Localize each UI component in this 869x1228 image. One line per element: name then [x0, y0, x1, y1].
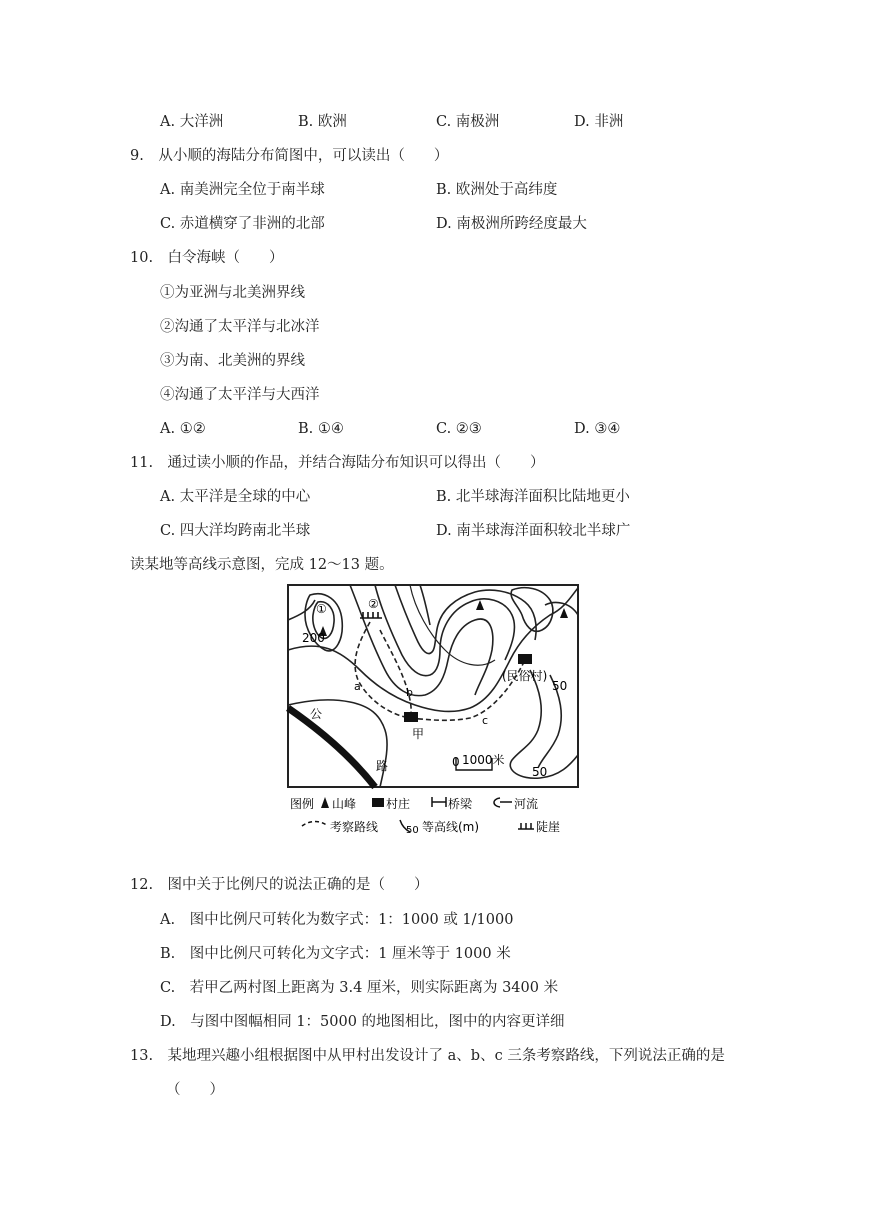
q10-option-b[interactable]: B. ①④ [298, 421, 344, 437]
q8-option-b[interactable]: B. 欧洲 [298, 114, 347, 130]
q10-statement-1: ①为亚洲与北美洲界线 [160, 285, 305, 301]
q12-option-c[interactable]: C. 若甲乙两村图上距离为 3.4 厘米，则实际距离为 3400 米 [160, 980, 559, 996]
q8-option-c[interactable]: C. 南极洲 [436, 114, 500, 130]
legend-contour-value: 50 [406, 825, 419, 836]
point-2-label: ② [368, 597, 379, 611]
road-label: 公 [310, 707, 323, 721]
q12-option-b[interactable]: B. 图中比例尺可转化为文字式：1 厘米等于 1000 米 [160, 946, 511, 962]
q9-stem: 9. 从小顺的海陆分布简图中，可以读出（ ） [130, 148, 449, 164]
village-jia-icon [404, 712, 418, 722]
q8-option-d[interactable]: D. 非洲 [574, 114, 624, 130]
legend-title: 图例 [290, 797, 315, 811]
village-yi-label: (民俗村) [502, 669, 548, 683]
legend-bridge: 桥梁 [448, 797, 473, 811]
village-yi-icon [518, 654, 532, 664]
route-b-label: b [406, 686, 413, 699]
q9-option-c[interactable]: C. 赤道横穿了非洲的北部 [160, 216, 325, 232]
q11-stem: 11. 通过读小顺的作品，并结合海陆分布知识可以得出（ ） [130, 455, 545, 471]
q8-option-a[interactable]: A. 大洋洲 [160, 114, 224, 130]
legend-peak-icon [321, 797, 329, 808]
legend-bridge-icon [432, 797, 446, 807]
q10-statement-2: ②沟通了太平洋与北冰洋 [160, 319, 320, 335]
route-c-label: c [482, 714, 489, 727]
scale-zero: 0 [452, 755, 460, 769]
legend-contour: 等高线(m) [422, 820, 480, 834]
q10-stem: 10. 白令海峡（ ） [130, 250, 284, 266]
q9-option-b[interactable]: B. 欧洲处于高纬度 [436, 182, 558, 198]
q10-option-d[interactable]: D. ③④ [574, 421, 621, 437]
q10-statement-4: ④沟通了太平洋与大西洋 [160, 387, 320, 403]
q9-option-a[interactable]: A. 南美洲完全位于南半球 [160, 182, 325, 198]
q10-option-c[interactable]: C. ②③ [436, 421, 482, 437]
legend-peak: 山峰 [332, 797, 357, 811]
road-label: 路 [376, 759, 389, 773]
q11-option-c[interactable]: C. 四大洋均跨南北半球 [160, 523, 311, 539]
q13-stem: 13. 某地理兴趣小组根据图中从甲村出发设计了 a、b、c 三条考察路线，下列说法正确的是 [130, 1048, 725, 1064]
legend-cliff: 陡崖 [536, 820, 561, 834]
q10-statement-3: ③为南、北美洲的界线 [160, 353, 305, 369]
q11-option-a[interactable]: A. 太平洋是全球的中心 [160, 489, 311, 505]
contour-50-label: 50 [532, 765, 548, 779]
legend-village: 村庄 [386, 797, 411, 811]
contour-50-label: 50 [552, 679, 568, 693]
legend-river-icon [494, 798, 512, 807]
q11-option-b[interactable]: B. 北半球海洋面积比陆地更小 [436, 489, 630, 505]
point-1-label: ① [316, 602, 327, 616]
legend-route-icon [302, 822, 328, 827]
contour-200-label: 200 [302, 631, 325, 645]
village-jia-label: 甲 [412, 727, 425, 741]
q13-answer-paren: （ ） [166, 1082, 224, 1098]
route-a-label: a [354, 680, 361, 693]
scale-label: 1000米 [462, 753, 505, 767]
q10-option-a[interactable]: A. ①② [160, 421, 206, 437]
legend-village-icon [372, 798, 384, 807]
q12-option-d[interactable]: D. 与图中图幅相同 1：5000 的地图相比，图中的内容更详细 [160, 1014, 565, 1030]
q12-option-a[interactable]: A. 图中比例尺可转化为数字式：1：1000 或 1/1000 [160, 912, 514, 928]
q9-option-d[interactable]: D. 南极洲所跨经度最大 [436, 216, 587, 232]
legend-route: 考察路线 [330, 820, 379, 834]
legend-cliff-icon [518, 823, 534, 829]
q12-stem: 12. 图中关于比例尺的说法正确的是（ ） [130, 877, 429, 893]
legend-river: 河流 [514, 797, 539, 811]
section-intro: 读某地等高线示意图，完成 12～13 题。 [130, 557, 394, 573]
map-legend [290, 796, 560, 836]
q11-option-d[interactable]: D. 南半球海洋面积较北半球广 [436, 523, 631, 539]
contour-map-figure [280, 580, 590, 840]
